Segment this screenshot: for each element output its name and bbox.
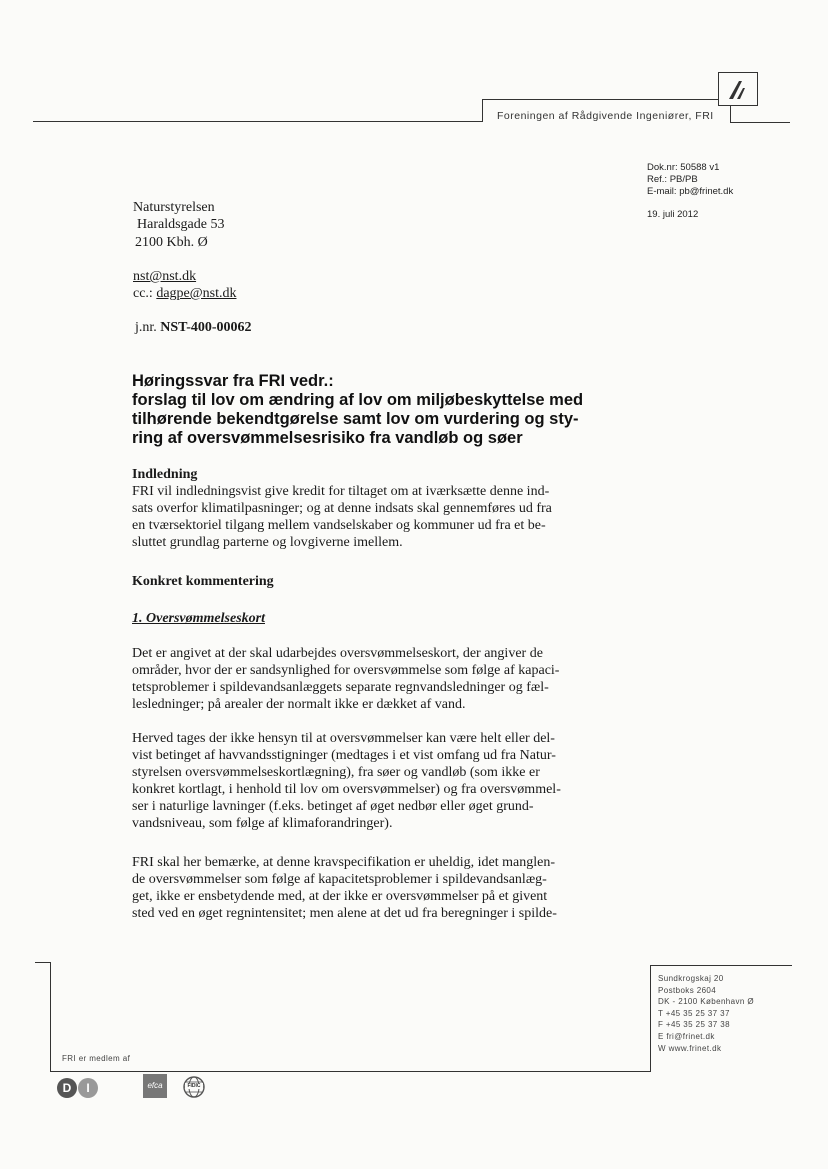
header-rule-right (730, 122, 790, 123)
paragraph-line: områder, hvor der er sandsynlighed for oversvømmelse som følge af kapaci- (132, 663, 560, 678)
member-text: FRI er medlem af (62, 1054, 131, 1063)
address-line: DK - 2100 København Ø (658, 997, 755, 1007)
fidic-logo (182, 1075, 206, 1099)
address-line: Postboks 2604 (658, 985, 717, 995)
footer-rule-right (650, 965, 651, 1072)
heading-line-2: forslag til lov om ændring af lov om miljøbeskyttelse med (132, 391, 584, 409)
doc-number: Dok.nr: 50588 v1 (647, 162, 720, 173)
letter-date: 19. juli 2012 (647, 209, 699, 220)
paragraph-line: ser i naturlige lavninger (f.eks. betinget af øget nedbør eller øget grund- (132, 799, 534, 814)
paragraph-line: styrelsen oversvømmelseskortlægning), fra søer og vandløb (som ikke er (132, 765, 540, 780)
paragraph-line: de oversvømmelser som følge af kapacitetsproblemer i spildevandsanlæg- (132, 872, 547, 887)
section1-title: 1. Oversvømmelseskort (132, 611, 265, 626)
intro-line: sluttet grundlag parterne og lovgiverne imellem. (132, 535, 403, 550)
intro-title: Indledning (132, 467, 198, 482)
header-rule-top (482, 99, 719, 100)
footer-rule-left (50, 962, 51, 1072)
journal-number (135, 319, 252, 336)
fri-logo-icon (719, 73, 757, 105)
jnr-value: NST-400-00062 (160, 320, 252, 335)
intro-line: en tværsektoriel tilgang mellem vandselskaber og kommuner ud fra et be- (132, 518, 546, 533)
fidic-logo-text: FIDIC (185, 1083, 203, 1089)
paragraph-line: get, ikke er ensbetydende med, at der ikke er oversvømmelser på et givent (132, 889, 548, 904)
address-line: Sundkrogskaj 20 (658, 974, 724, 983)
paragraph-line: FRI skal her bemærke, at denne kravspecifikation er uheldig, idet manglen- (132, 855, 555, 870)
recipient-street: Haraldsgade 53 (137, 217, 225, 232)
address-line: T +45 35 25 37 37 (658, 1008, 730, 1018)
footer-rule-top-left (35, 962, 50, 963)
heading-line-3: tilhørende bekendtgørelse samt lov om vurdering og sty- (132, 410, 579, 428)
header-rule-left (33, 121, 483, 122)
di-logo-d: D (57, 1078, 77, 1098)
address-line: E fri@frinet.dk (658, 1031, 715, 1041)
address-line: F +45 35 25 37 38 (658, 1020, 730, 1030)
di-logo-i: I (78, 1078, 98, 1098)
paragraph-line: konkret kortlagt, i henhold til lov om oversvømmelser) og fra oversvømmel- (132, 782, 561, 797)
footer-rule-top-right (650, 965, 792, 966)
section1-paragraph-1 (132, 645, 602, 713)
fri-logo (718, 72, 758, 106)
reference: Ref.: PB/PB (647, 174, 698, 185)
jnr-label: j.nr. (135, 320, 157, 335)
sender-email: E-mail: pb@frinet.dk (647, 186, 734, 197)
document-heading (132, 372, 602, 448)
paragraph-line: vandsniveau, som følge af klimaforandringer). (132, 816, 393, 831)
intro-line: FRI vil indledningsvist give kredit for tiltaget om at iværksætte denne ind- (132, 484, 550, 499)
cc-line (133, 285, 237, 302)
footer-rule-bottom (50, 1071, 650, 1072)
efca-logo-text: efca (147, 1081, 163, 1090)
section1-paragraph-2 (132, 730, 602, 832)
intro-line: sats overfor klimatilpasninger; og at denne indsats skal gennemføres ud fra (132, 501, 552, 516)
recipient-name: Naturstyrelsen (133, 200, 215, 215)
cc-label: cc.: (133, 286, 153, 301)
paragraph-line: Herved tages der ikke hensyn til at oversvømmelser kan være helt eller del- (132, 731, 555, 746)
paragraph-line: Det er angivet at der skal udarbejdes oversvømmelseskort, der angiver de (132, 646, 543, 661)
paragraph-line: lesledninger; på arealer der normalt ikke er dækket af vand. (132, 697, 466, 712)
paragraph-line: sted ved en øget regnintensitet; men alene at det ud fra beregninger i spilde- (132, 906, 557, 921)
footer-address (658, 973, 754, 1054)
recipient-city: 2100 Kbh. Ø (135, 235, 208, 250)
header-rule-riser (482, 99, 483, 122)
intro-section (132, 466, 602, 551)
efca-logo (143, 1074, 167, 1098)
heading-line-4: ring af oversvømmelsesrisiko fra vandløb og søer (132, 429, 523, 447)
cc-email-link[interactable]: dagpe@nst.dk (156, 286, 237, 301)
comments-title: Konkret kommentering (132, 574, 274, 589)
recipient-email-link[interactable]: nst@nst.dk (133, 269, 197, 284)
org-name: Foreningen af Rådgivende Ingeniører, FRI (497, 110, 714, 122)
heading-line-1: Høringssvar fra FRI vedr.: (132, 372, 334, 390)
paragraph-line: tetsproblemer i spildevandsanlæggets separate regnvandsledninger og fæl- (132, 680, 549, 695)
section1-paragraph-3 (132, 854, 602, 922)
paragraph-line: vist betinget af havvandsstigninger (medtages i et vist omfang ud fra Natur- (132, 748, 556, 763)
address-line: W www.frinet.dk (658, 1043, 722, 1053)
